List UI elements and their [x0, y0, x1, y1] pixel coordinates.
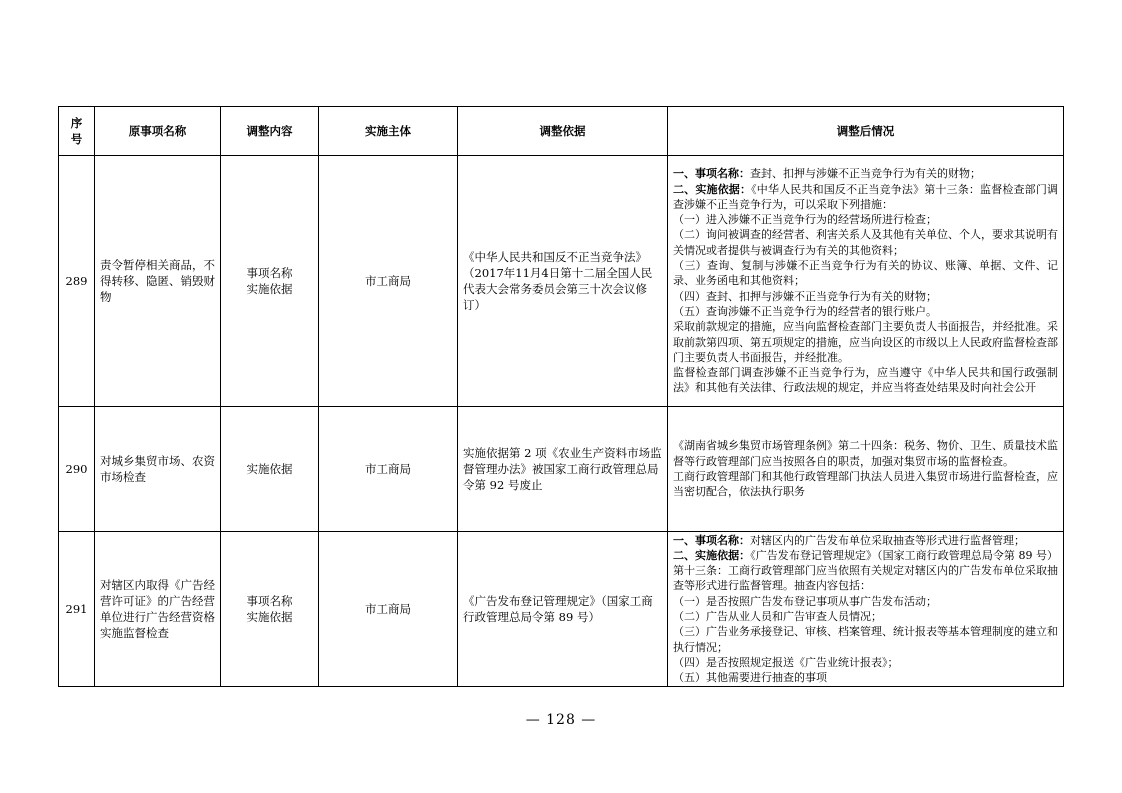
row-number: 289 [59, 156, 95, 407]
after-paragraph-text: （五）其他需要进行抽查的事项 [673, 671, 827, 685]
after-paragraph-text: （三）广告业务承接登记、审核、档案管理、统计报表等基本管理制度的建立和执行情况； [673, 625, 1058, 654]
after-paragraph [673, 655, 1058, 670]
adjustment-item: 实施依据 [246, 610, 293, 624]
page-number: — 128 — [525, 712, 597, 728]
after-paragraph-text: （一）进入涉嫌不正当竞争行为的经营场所进行检查； [673, 213, 937, 227]
after-paragraph [673, 166, 1058, 181]
after-paragraph [673, 319, 1058, 365]
header-after: 调整后情况 [668, 107, 1064, 156]
table-row [59, 532, 1064, 687]
after-paragraph-heading: 一、事项名称： [673, 533, 750, 547]
adjustment-item: 事项名称 [246, 594, 293, 608]
adjustment-basis: 实施依据第 2 项《农业生产资料市场监督管理办法》被国家工商行政管理总局令第 92 号废止 [458, 407, 668, 532]
after-paragraph [673, 227, 1058, 258]
header-adjust: 调整内容 [221, 107, 319, 156]
after-paragraph-text: 《广告发布登记管理规定》（国家工商行政管理总局令第 89 号）第十三条：工商行政管理部门应当依照有关规定对辖区内的广告发布单位采取抽查等形式进行监督管理。抽查内容包括： [673, 548, 1058, 593]
header-body: 实施主体 [319, 107, 458, 156]
after-paragraph [673, 609, 1058, 624]
after-paragraph [673, 289, 1058, 304]
adjustment-table [58, 106, 1064, 687]
after-paragraph [673, 258, 1058, 289]
after-paragraph-text: 对辖区内的广告发布单位采取抽查等形式进行监督管理； [750, 533, 1025, 547]
adjustment-item: 实施依据 [246, 282, 293, 296]
adjustment-basis: 《广告发布登记管理规定》（国家工商行政管理总局令第 89 号） [458, 532, 668, 687]
after-paragraph-heading: 二、实施依据： [673, 182, 752, 196]
after-paragraph-text: （三）查询、复制与涉嫌不正当竞争行为有关的协议、账簿、单据、文件、记录、业务函电和其他资料； [673, 259, 1058, 288]
after-paragraph-heading: 一、事项名称： [673, 167, 750, 181]
header-no-label: 序号 [70, 116, 83, 146]
after-paragraph [673, 438, 1058, 469]
after-paragraph-text: 《中华人民共和国反不正当竞争法》第十三条：监督检查部门调查涉嫌不正当竞争行为，可以采取下列措施： [673, 182, 1059, 211]
after-paragraph [673, 365, 1058, 396]
after-paragraph-text: 采取前款规定的措施，应当向监督检查部门主要负责人书面报告，并经批准。采取前款第四项、第五项规定的措施，应当向设区的市级以上人民政府监督检查部门主要负责人书面报告，并经批准。 [673, 320, 1058, 364]
adjustment-item: 事项名称 [246, 266, 293, 280]
table-header-row [59, 107, 1064, 156]
after-paragraph-heading: 二、实施依据： [673, 548, 751, 562]
after-paragraph [673, 594, 1058, 609]
after-paragraph-text: 工商行政管理部门和其他行政管理部门执法人员进入集贸市场进行监督检查，应当密切配合，依法执行职务 [673, 470, 1058, 499]
adjustment-content [221, 407, 319, 532]
after-adjustment [668, 532, 1064, 687]
adjustment-content [221, 532, 319, 687]
implementing-body: 市工商局 [319, 156, 458, 407]
implementing-body: 市工商局 [319, 407, 458, 532]
adjustment-item: 实施依据 [246, 462, 293, 476]
original-item-name: 责令暂停相关商品，不得转移、隐匿、销毁财物 [95, 156, 221, 407]
table-body [59, 156, 1064, 687]
original-item-name: 对城乡集贸市场、农资市场检查 [95, 407, 221, 532]
after-paragraph [673, 469, 1058, 500]
after-paragraph-text: （五）查询涉嫌不正当竞争行为的经营者的银行账户。 [673, 304, 937, 318]
after-adjustment [668, 156, 1064, 407]
header-basis: 调整依据 [458, 107, 668, 156]
row-number: 290 [59, 407, 95, 532]
after-paragraph [673, 624, 1058, 655]
after-paragraph [673, 670, 1058, 685]
header-name: 原事项名称 [95, 107, 221, 156]
table-row [59, 156, 1064, 407]
after-paragraph-text: 监督检查部门调查涉嫌不正当竞争行为，应当遵守《中华人民共和国行政强制法》和其他有关法律、行政法规的规定，并应当将查处结果及时向社会公开 [673, 366, 1058, 395]
after-paragraph-text: （四）是否按照规定报送《广告业统计报表》； [673, 655, 899, 669]
table-row [59, 407, 1064, 532]
after-paragraph [673, 182, 1058, 213]
implementing-body: 市工商局 [319, 532, 458, 687]
after-paragraph-text: （一）是否按照广告发布登记事项从事广告发布活动； [673, 594, 937, 608]
header-no [59, 107, 95, 156]
after-paragraph-text: （二）询问被调查的经营者、利害关系人及其他有关单位、个人，要求其说明有关情况或者提供与被调查行为有关的其他资料； [673, 228, 1058, 257]
row-number: 291 [59, 532, 95, 687]
adjustment-content [221, 156, 319, 407]
after-paragraph-text: 《湖南省城乡集贸市场管理条例》第二十四条：税务、物价、卫生、质量技术监督等行政管理部门应当按照各自的职责，加强对集贸市场的监督检查。 [673, 439, 1058, 468]
after-paragraph [673, 548, 1058, 594]
after-adjustment [668, 407, 1064, 532]
after-paragraph-text: （四）查封、扣押与涉嫌不正当竞争行为有关的财物； [673, 289, 937, 303]
original-item-name: 对辖区内取得《广告经营许可证》的广告经营单位进行广告经营资格实施监督检查 [95, 532, 221, 687]
after-paragraph [673, 304, 1058, 319]
after-paragraph-text: 查封、扣押与涉嫌不正当竞争行为有关的财物； [750, 167, 981, 181]
adjustment-basis: 《中华人民共和国反不正当竞争法》（2017年11月4日第十二届全国人民代表大会常务委员会第三十次会议修订） [458, 156, 668, 407]
after-paragraph-text: （二）广告从业人员和广告审查人员情况； [673, 610, 882, 623]
after-paragraph [673, 212, 1058, 227]
after-paragraph [673, 533, 1058, 548]
